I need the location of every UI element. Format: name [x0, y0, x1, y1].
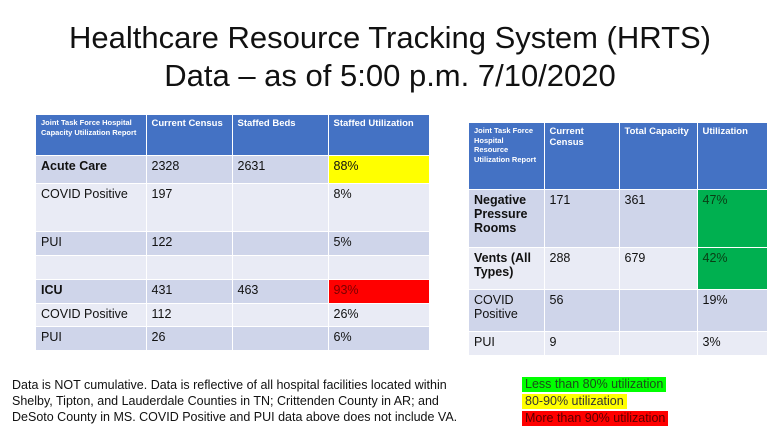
utilization-cell: 42% [697, 247, 767, 289]
cell-value: 2328 [146, 155, 232, 183]
footnote-line: Data is NOT cumulative. Data is reflective of all hospital facilities located within [12, 378, 447, 392]
cell-value: 431 [146, 279, 232, 303]
cell-value: 463 [232, 279, 328, 303]
header-cell-utilization: Utilization [697, 123, 767, 189]
row-label: ICU [36, 279, 146, 303]
row-label: Negative Pressure Rooms [469, 189, 544, 247]
table-row [36, 231, 429, 255]
utilization-cell [328, 255, 429, 279]
row-label: COVID Positive [36, 183, 146, 231]
utilization-cell: 47% [697, 189, 767, 247]
row-label: COVID Positive [469, 289, 544, 331]
cell-value [232, 326, 328, 350]
cell-value: 26 [146, 326, 232, 350]
cell-value: 171 [544, 189, 619, 247]
header-cell-report: Joint Task Force Hospital Capacity Utilization Report [36, 115, 146, 155]
table-row [36, 326, 429, 350]
utilization-cell: 26% [328, 303, 429, 326]
table-row [469, 189, 767, 247]
cell-value [232, 183, 328, 231]
table-row [36, 183, 429, 231]
resource-utilization-table [469, 123, 768, 356]
table-row [36, 279, 429, 303]
header-cell-utilization: Staffed Utilization [328, 115, 429, 155]
row-label: Acute Care [36, 155, 146, 183]
data-footnote [12, 377, 512, 425]
color-legend [522, 377, 668, 428]
hospital-capacity-table [36, 115, 430, 351]
table-header-row [36, 115, 429, 155]
table-row [36, 155, 429, 183]
header-cell-census: Current Census [146, 115, 232, 155]
table-header-row [469, 123, 767, 189]
cell-value: 679 [619, 247, 697, 289]
page-subtitle: Data – as of 5:00 p.m. 7/10/2020 [164, 58, 616, 93]
table-row [36, 303, 429, 326]
cell-value: 56 [544, 289, 619, 331]
cell-value: 112 [146, 303, 232, 326]
footnote-line: Shelby, Tipton, and Lauderdale Counties in TN; Crittenden County in AR; and [12, 394, 439, 408]
row-label [36, 255, 146, 279]
cell-value: 9 [544, 331, 619, 355]
table-row [469, 247, 767, 289]
cell-value [619, 331, 697, 355]
table-row [36, 255, 429, 279]
cell-value [146, 255, 232, 279]
utilization-cell: 5% [328, 231, 429, 255]
header-cell-census: Current Census [544, 123, 619, 189]
cell-value: 197 [146, 183, 232, 231]
cell-value [232, 231, 328, 255]
utilization-cell: 6% [328, 326, 429, 350]
legend-green: Less than 80% utilization [522, 377, 666, 392]
utilization-cell: 93% [328, 279, 429, 303]
row-label: Vents (All Types) [469, 247, 544, 289]
cell-value: 122 [146, 231, 232, 255]
cell-value: 288 [544, 247, 619, 289]
row-label: COVID Positive [36, 303, 146, 326]
cell-value [619, 289, 697, 331]
page-title: Healthcare Resource Tracking System (HRTS) [68, 20, 712, 55]
legend-yellow: 80-90% utilization [522, 394, 627, 409]
table-row [469, 331, 767, 355]
cell-value: 361 [619, 189, 697, 247]
table-row [469, 289, 767, 331]
row-label: PUI [36, 326, 146, 350]
header-cell-beds: Staffed Beds [232, 115, 328, 155]
row-label: PUI [469, 331, 544, 355]
legend-red: More than 90% utilization [522, 411, 668, 426]
utilization-cell: 19% [697, 289, 767, 331]
cell-value [232, 303, 328, 326]
footnote-line: DeSoto County in MS. COVID Positive and PUI data above does not include VA. [12, 410, 458, 424]
utilization-cell: 88% [328, 155, 429, 183]
row-label: PUI [36, 231, 146, 255]
cell-value: 2631 [232, 155, 328, 183]
utilization-cell: 8% [328, 183, 429, 231]
header-cell-report: Joint Task Force Hospital Resource Utilization Report [469, 123, 544, 189]
utilization-cell: 3% [697, 331, 767, 355]
header-cell-capacity: Total Capacity [619, 123, 697, 189]
cell-value [232, 255, 328, 279]
